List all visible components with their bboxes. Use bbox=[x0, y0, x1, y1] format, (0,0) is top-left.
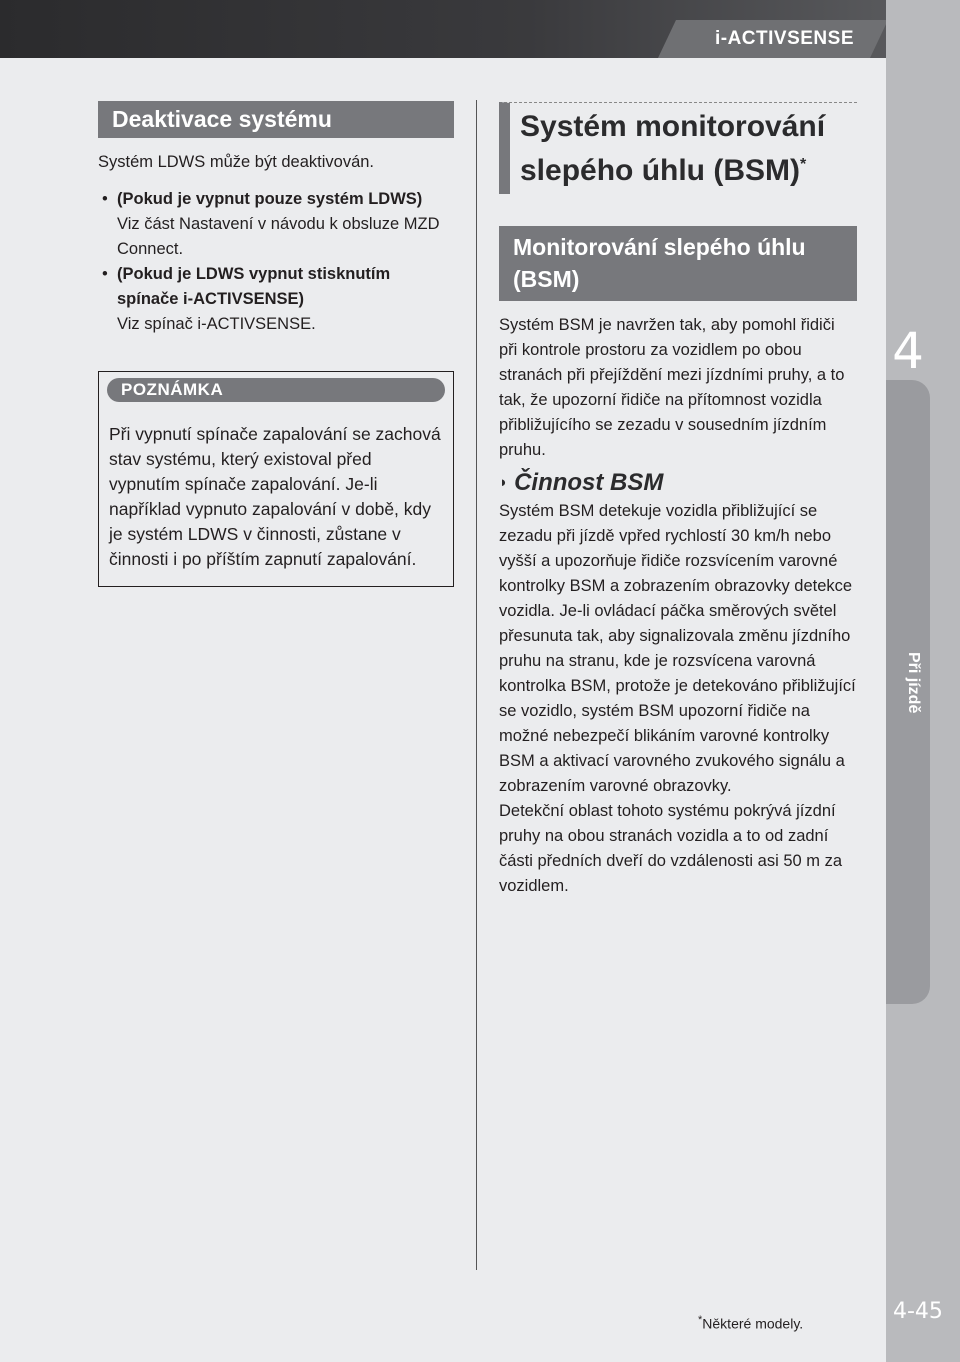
bullet-item bbox=[98, 187, 454, 262]
section-title: i-ACTIVSENSE bbox=[714, 28, 854, 49]
bullet-icon: • bbox=[102, 190, 108, 208]
bsm-operation-heading bbox=[499, 467, 857, 499]
chapter-title: Při jízdě bbox=[905, 652, 922, 714]
footnote bbox=[698, 1314, 803, 1332]
bullet-text: Viz spínač i-ACTIVSENSE. bbox=[117, 315, 316, 333]
bsm-heading-marker: * bbox=[800, 156, 807, 173]
bsm-detection-text: Detekční oblast tohoto systému pokrývá jízdní pruhy na obou stranách vozidla a to od zadní části předních dveří do vzdálenosti asi 50 m za vozidlem. bbox=[499, 802, 843, 895]
footnote-text: Některé modely. bbox=[702, 1315, 804, 1332]
bsm-heading bbox=[499, 102, 857, 194]
note-box bbox=[98, 371, 454, 587]
column-divider bbox=[476, 100, 477, 1270]
page-number: 4-45 bbox=[893, 1299, 943, 1324]
note-text: Při vypnutí spínače zapalování se zachová stav systému, který existoval před vypnutím spínače zapalování. Je-li například vypnuto zapalování v době, kdy je systém LDWS v činnosti, zůstane v činnosti i po příštím zapnutí zapalování. bbox=[109, 424, 441, 569]
bsm-intro: Systém BSM je navržen tak, aby pomohl řidiči při kontrole prostoru za vozidlem po obou stranách při přejíždění mezi jízdními pruhy, a to tak, že upozorní řidiče na přítomnost vozidla přibližujícího se zezadu v sousedním jízdním pruhu. bbox=[499, 316, 845, 459]
bullet-condition: (Pokud je LDWS vypnut stisknutím spínače i-ACTIVSENSE) bbox=[117, 265, 391, 308]
deactivation-intro: Systém LDWS může být deaktivován. bbox=[98, 153, 375, 171]
left-column bbox=[98, 101, 454, 587]
right-column bbox=[499, 100, 857, 899]
deactivation-heading: Deaktivace systému bbox=[98, 101, 454, 138]
section-marker-icon: ◗ bbox=[499, 474, 509, 491]
note-title: POZNÁMKA bbox=[107, 378, 445, 402]
bsm-subheading: Monitorování slepého úhlu (BSM) bbox=[499, 226, 857, 301]
bullet-item bbox=[98, 262, 454, 337]
footnote-marker: * bbox=[698, 1314, 703, 1326]
chapter-number: 4 bbox=[892, 322, 924, 380]
bullet-text: Viz část Nastavení v návodu k obsluze MZD Connect. bbox=[117, 215, 440, 258]
bullet-icon: • bbox=[102, 265, 108, 283]
bsm-operation-text: Systém BSM detekuje vozidla přibližující se zezadu při jízdě vpřed rychlostí 30 km/h nebo vyšší a upozorňuje řidiče rozsvícením varovné kontrolky BSM a zobrazením obrazovky detekce vozidla. Je-li ovládací páčka směrových světel přesunuta tak, aby signalizovala změnu jízdního pruhu na stranu, kde je rozsvícena varovná kontrolka BSM, protože je detekováno přibližující se vozidlo, systém BSM upozorní řidiče na možné nebezpečí blikáním varovné kontrolky BSM a aktivací varovného zvukového signálu a zobrazením varovné obrazovky. bbox=[499, 502, 856, 795]
bsm-operation-heading-text: Činnost BSM bbox=[514, 469, 664, 496]
bsm-heading-text: Systém monitorování slepého úhlu (BSM) bbox=[520, 110, 826, 187]
bullet-condition: (Pokud je vypnut pouze systém LDWS) bbox=[117, 190, 423, 208]
